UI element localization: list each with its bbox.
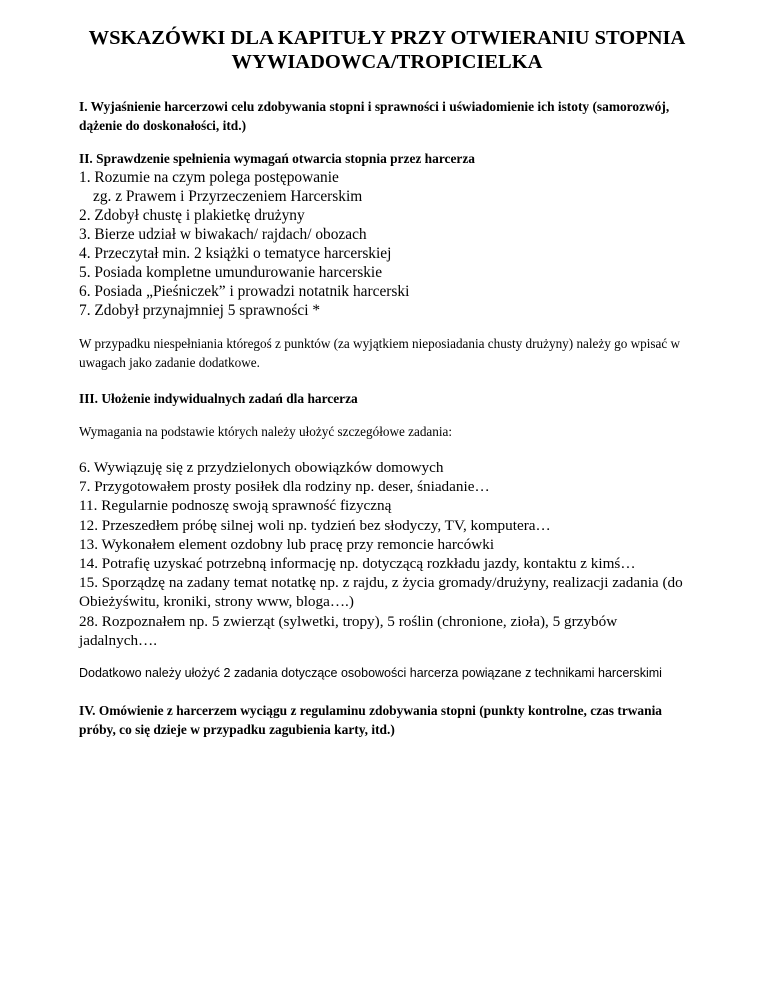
task-item: 15. Sporządzę na zadany temat notatkę np. z rajdu, z życia gromady/drużyny, realizacji zadania (do Obieżyświtu, kroniki, strony www, bloga….)	[79, 574, 683, 611]
list-item-text: 1. Rozumie na czym polega postępowanie	[79, 169, 339, 186]
task-item: 11. Regularnie podnoszę swoją sprawność fizyczną	[79, 497, 392, 515]
task-item: 14. Potrafię uzyskać potrzebną informację np. dotyczącą rozkładu jazdy, kontaktu z kimś…	[79, 555, 636, 573]
list-item-subtext: zg. z Prawem i Przyrzeczeniem Harcerskim	[93, 188, 363, 205]
section-2-heading: II. Sprawdzenie spełnienia wymagań otwarcia stopnia przez harcerza	[79, 151, 475, 166]
task-item: 28. Rozpoznałem np. 5 zwierząt (sylwetki, tropy), 5 roślin (chronione, zioła), 5 grzybów jadalnych….	[79, 612, 618, 649]
document-title	[79, 26, 695, 74]
task-item: 7. Przygotowałem prosty posiłek dla rodziny np. deser, śniadanie…	[79, 478, 490, 496]
task-item: 6. Wywiązuję się z przydzielonych obowiązków domowych	[79, 459, 444, 476]
section-3-heading: III. Ułożenie indywidualnych zadań dla harcerza	[79, 391, 358, 406]
list-item: 5. Posiada kompletne umundurowanie harcerskie	[79, 264, 383, 281]
section-1-heading: I. Wyjaśnienie harcerzowi celu zdobywania stopni i sprawności i uświadomienie ich istoty (samorozwój, dążenie do doskonałości, itd.)	[79, 99, 670, 133]
section-4-heading: IV. Omówienie z harcerzem wyciągu z regulaminu zdobywania stopni (punkty kontrolne, czas trwania próby, co się dzieje w przypadku zagubienia karty, itd.)	[79, 703, 662, 738]
section-2-note: W przypadku niespełniania któregoś z punktów (za wyjątkiem nieposiadania chusty drużyny) należy go wpisać w uwagach jako zadanie dodatkowe.	[79, 336, 681, 370]
list-item: 6. Posiada „Pieśniczek” i prowadzi notatnik harcerski	[79, 283, 410, 300]
list-item: 7. Zdobył przynajmniej 5 sprawności *	[79, 302, 321, 319]
tasks-list	[79, 458, 695, 650]
requirements-list	[79, 168, 695, 320]
list-item: 4. Przeczytał min. 2 książki o tematyce harcerskiej	[79, 245, 392, 262]
list-item: 2. Zdobył chustę i plakietkę drużyny	[79, 207, 305, 224]
list-item	[79, 168, 695, 206]
document-page	[79, 26, 695, 739]
task-item: 13. Wykonałem element ozdobny lub pracę przy remoncie harcówki	[79, 535, 495, 553]
task-item: 12. Przeszedłem próbę silnej woli np. tydzień bez słodyczy, TV, komputera…	[79, 516, 551, 534]
list-item: 3. Bierze udział w biwakach/ rajdach/ obozach	[79, 226, 367, 243]
section-3-extra-note: Dodatkowo należy ułożyć 2 zadania dotyczące osobowości harcerza powiązane z technikami harcerskimi	[79, 666, 662, 681]
title-line-2: WYWIADOWCA/TROPICIELKA	[231, 51, 543, 73]
section-3-intro: Wymagania na podstawie których należy ułożyć szczegółowe zadania:	[79, 424, 453, 439]
title-line-1: WSKAZÓWKI DLA KAPITUŁY PRZY OTWIERANIU STOPNIA	[88, 27, 686, 49]
